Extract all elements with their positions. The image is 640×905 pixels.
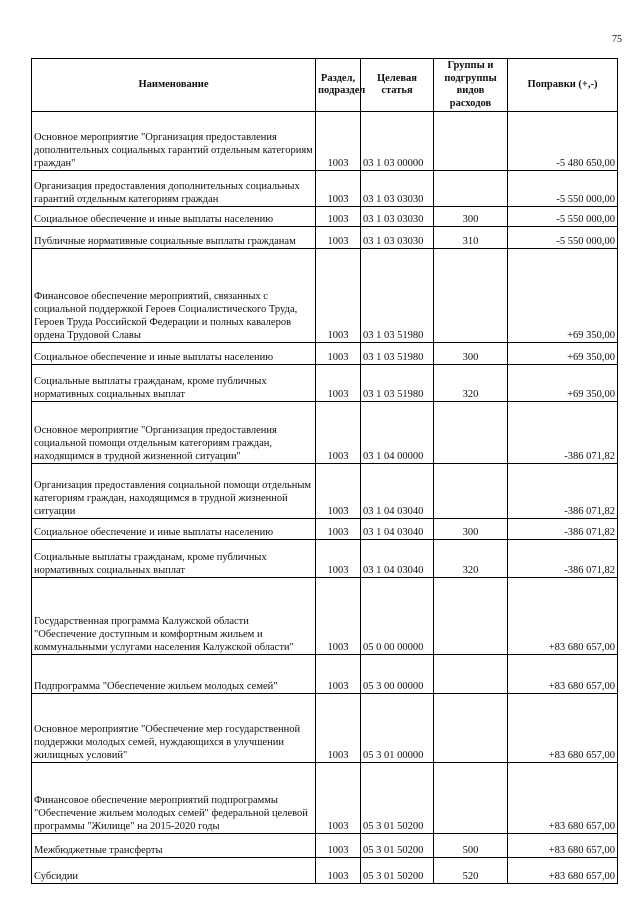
row-section: 1003: [316, 227, 361, 249]
row-name: Социальное обеспечение и иные выплаты населению: [32, 207, 316, 227]
row-target-article: 05 0 00 00000: [361, 578, 434, 655]
header-target: Целевая статья: [361, 59, 434, 112]
row-section: 1003: [316, 763, 361, 834]
row-section: 1003: [316, 365, 361, 402]
row-amendment-amount: +83 680 657,00: [508, 858, 618, 884]
row-section: 1003: [316, 578, 361, 655]
row-target-article: 03 1 03 00000: [361, 112, 434, 171]
table-row: [32, 249, 618, 343]
row-target-article: 03 1 04 03040: [361, 464, 434, 519]
row-name: Организация предоставления дополнительных социальных гарантий отдельным категориям граждан: [32, 171, 316, 207]
row-expense-group: 320: [434, 365, 508, 402]
row-name: Публичные нормативные социальные выплаты гражданам: [32, 227, 316, 249]
row-expense-group: 310: [434, 227, 508, 249]
row-section: 1003: [316, 464, 361, 519]
row-target-article: 05 3 01 50200: [361, 858, 434, 884]
table-row: [32, 464, 618, 519]
row-name: Межбюджетные трансферты: [32, 834, 316, 858]
row-expense-group: [434, 578, 508, 655]
table-row: [32, 365, 618, 402]
row-amendment-amount: -5 550 000,00: [508, 171, 618, 207]
row-target-article: 05 3 01 00000: [361, 694, 434, 763]
row-target-article: 03 1 03 03030: [361, 227, 434, 249]
row-target-article: 03 1 04 00000: [361, 402, 434, 464]
row-target-article: 03 1 03 51980: [361, 365, 434, 402]
row-target-article: 03 1 03 03030: [361, 207, 434, 227]
row-name: Основное мероприятие "Организация предоставления социальной помощи отдельным категориям граждан, находящимся в трудной жизненной ситуации": [32, 402, 316, 464]
table-row: [32, 207, 618, 227]
row-section: 1003: [316, 171, 361, 207]
row-target-article: 03 1 04 03040: [361, 519, 434, 540]
table-row: [32, 402, 618, 464]
row-amendment-amount: +83 680 657,00: [508, 655, 618, 694]
row-section: 1003: [316, 207, 361, 227]
row-name: Социальное обеспечение и иные выплаты населению: [32, 343, 316, 365]
row-target-article: 05 3 01 50200: [361, 834, 434, 858]
table-row: [32, 655, 618, 694]
row-amendment-amount: -386 071,82: [508, 540, 618, 578]
row-target-article: 03 1 03 51980: [361, 249, 434, 343]
budget-amendments-table: [31, 58, 618, 884]
row-amendment-amount: +83 680 657,00: [508, 694, 618, 763]
row-expense-group: 300: [434, 207, 508, 227]
row-name: Субсидии: [32, 858, 316, 884]
row-section: 1003: [316, 858, 361, 884]
row-section: 1003: [316, 402, 361, 464]
table-row: [32, 694, 618, 763]
table-row: [32, 171, 618, 207]
page-number: 75: [612, 34, 622, 45]
row-amendment-amount: -386 071,82: [508, 464, 618, 519]
row-amendment-amount: -386 071,82: [508, 519, 618, 540]
row-name: Организация предоставления социальной помощи отдельным категориям граждан, находящимся в трудной жизненной ситуации: [32, 464, 316, 519]
row-expense-group: [434, 249, 508, 343]
row-section: 1003: [316, 694, 361, 763]
table-row: [32, 578, 618, 655]
row-name: Основное мероприятие "Обеспечение мер государственной поддержки молодых семей, нуждающихся в улучшении жилищных условий": [32, 694, 316, 763]
row-expense-group: [434, 655, 508, 694]
header-groups: Группы и подгруппы видов расходов: [434, 59, 508, 112]
row-amendment-amount: +69 350,00: [508, 365, 618, 402]
row-amendment-amount: -5 480 650,00: [508, 112, 618, 171]
table-header-row: [32, 59, 618, 112]
row-expense-group: 520: [434, 858, 508, 884]
row-expense-group: 500: [434, 834, 508, 858]
row-name: Подпрограмма "Обеспечение жильем молодых семей": [32, 655, 316, 694]
row-target-article: 05 3 00 00000: [361, 655, 434, 694]
row-amendment-amount: +69 350,00: [508, 249, 618, 343]
row-name: Основное мероприятие "Организация предоставления дополнительных социальных гарантий отдельным категориям граждан": [32, 112, 316, 171]
row-name: Социальное обеспечение и иные выплаты населению: [32, 519, 316, 540]
header-amendments: Поправки (+,-): [508, 59, 618, 112]
row-name: Социальные выплаты гражданам, кроме публичных нормативных социальных выплат: [32, 540, 316, 578]
row-amendment-amount: +83 680 657,00: [508, 763, 618, 834]
row-name: Социальные выплаты гражданам, кроме публичных нормативных социальных выплат: [32, 365, 316, 402]
row-target-article: 05 3 01 50200: [361, 763, 434, 834]
row-name: Финансовое обеспечение мероприятий подпрограммы "Обеспечение жильем молодых семей" федеральной целевой программы "Жилище" на 2015-2020 годы: [32, 763, 316, 834]
row-expense-group: 320: [434, 540, 508, 578]
row-expense-group: [434, 171, 508, 207]
table-row: [32, 343, 618, 365]
row-expense-group: [434, 464, 508, 519]
row-section: 1003: [316, 655, 361, 694]
row-amendment-amount: -5 550 000,00: [508, 227, 618, 249]
row-expense-group: [434, 763, 508, 834]
row-expense-group: 300: [434, 519, 508, 540]
header-name: Наименование: [32, 59, 316, 112]
header-section: Раздел, подраздел: [316, 59, 361, 112]
table-row: [32, 112, 618, 171]
row-name: Государственная программа Калужской области "Обеспечение доступным и комфортным жильем и коммунальными услугами населения Калужской области": [32, 578, 316, 655]
row-amendment-amount: +83 680 657,00: [508, 578, 618, 655]
table-row: [32, 519, 618, 540]
row-section: 1003: [316, 834, 361, 858]
row-section: 1003: [316, 540, 361, 578]
row-expense-group: [434, 112, 508, 171]
row-target-article: 03 1 03 03030: [361, 171, 434, 207]
table-row: [32, 227, 618, 249]
table-row: [32, 540, 618, 578]
row-name: Финансовое обеспечение мероприятий, связанных с социальной поддержкой Героев Социалистического Труда, Героев Труда Российской Федерации и полных кавалеров ордена Трудовой Славы: [32, 249, 316, 343]
row-expense-group: 300: [434, 343, 508, 365]
row-expense-group: [434, 694, 508, 763]
table-row: [32, 834, 618, 858]
row-section: 1003: [316, 519, 361, 540]
row-section: 1003: [316, 112, 361, 171]
table-row: [32, 858, 618, 884]
row-amendment-amount: -5 550 000,00: [508, 207, 618, 227]
row-amendment-amount: +69 350,00: [508, 343, 618, 365]
row-expense-group: [434, 402, 508, 464]
row-amendment-amount: -386 071,82: [508, 402, 618, 464]
row-target-article: 03 1 03 51980: [361, 343, 434, 365]
row-target-article: 03 1 04 03040: [361, 540, 434, 578]
row-amendment-amount: +83 680 657,00: [508, 834, 618, 858]
row-section: 1003: [316, 249, 361, 343]
row-section: 1003: [316, 343, 361, 365]
table-row: [32, 763, 618, 834]
